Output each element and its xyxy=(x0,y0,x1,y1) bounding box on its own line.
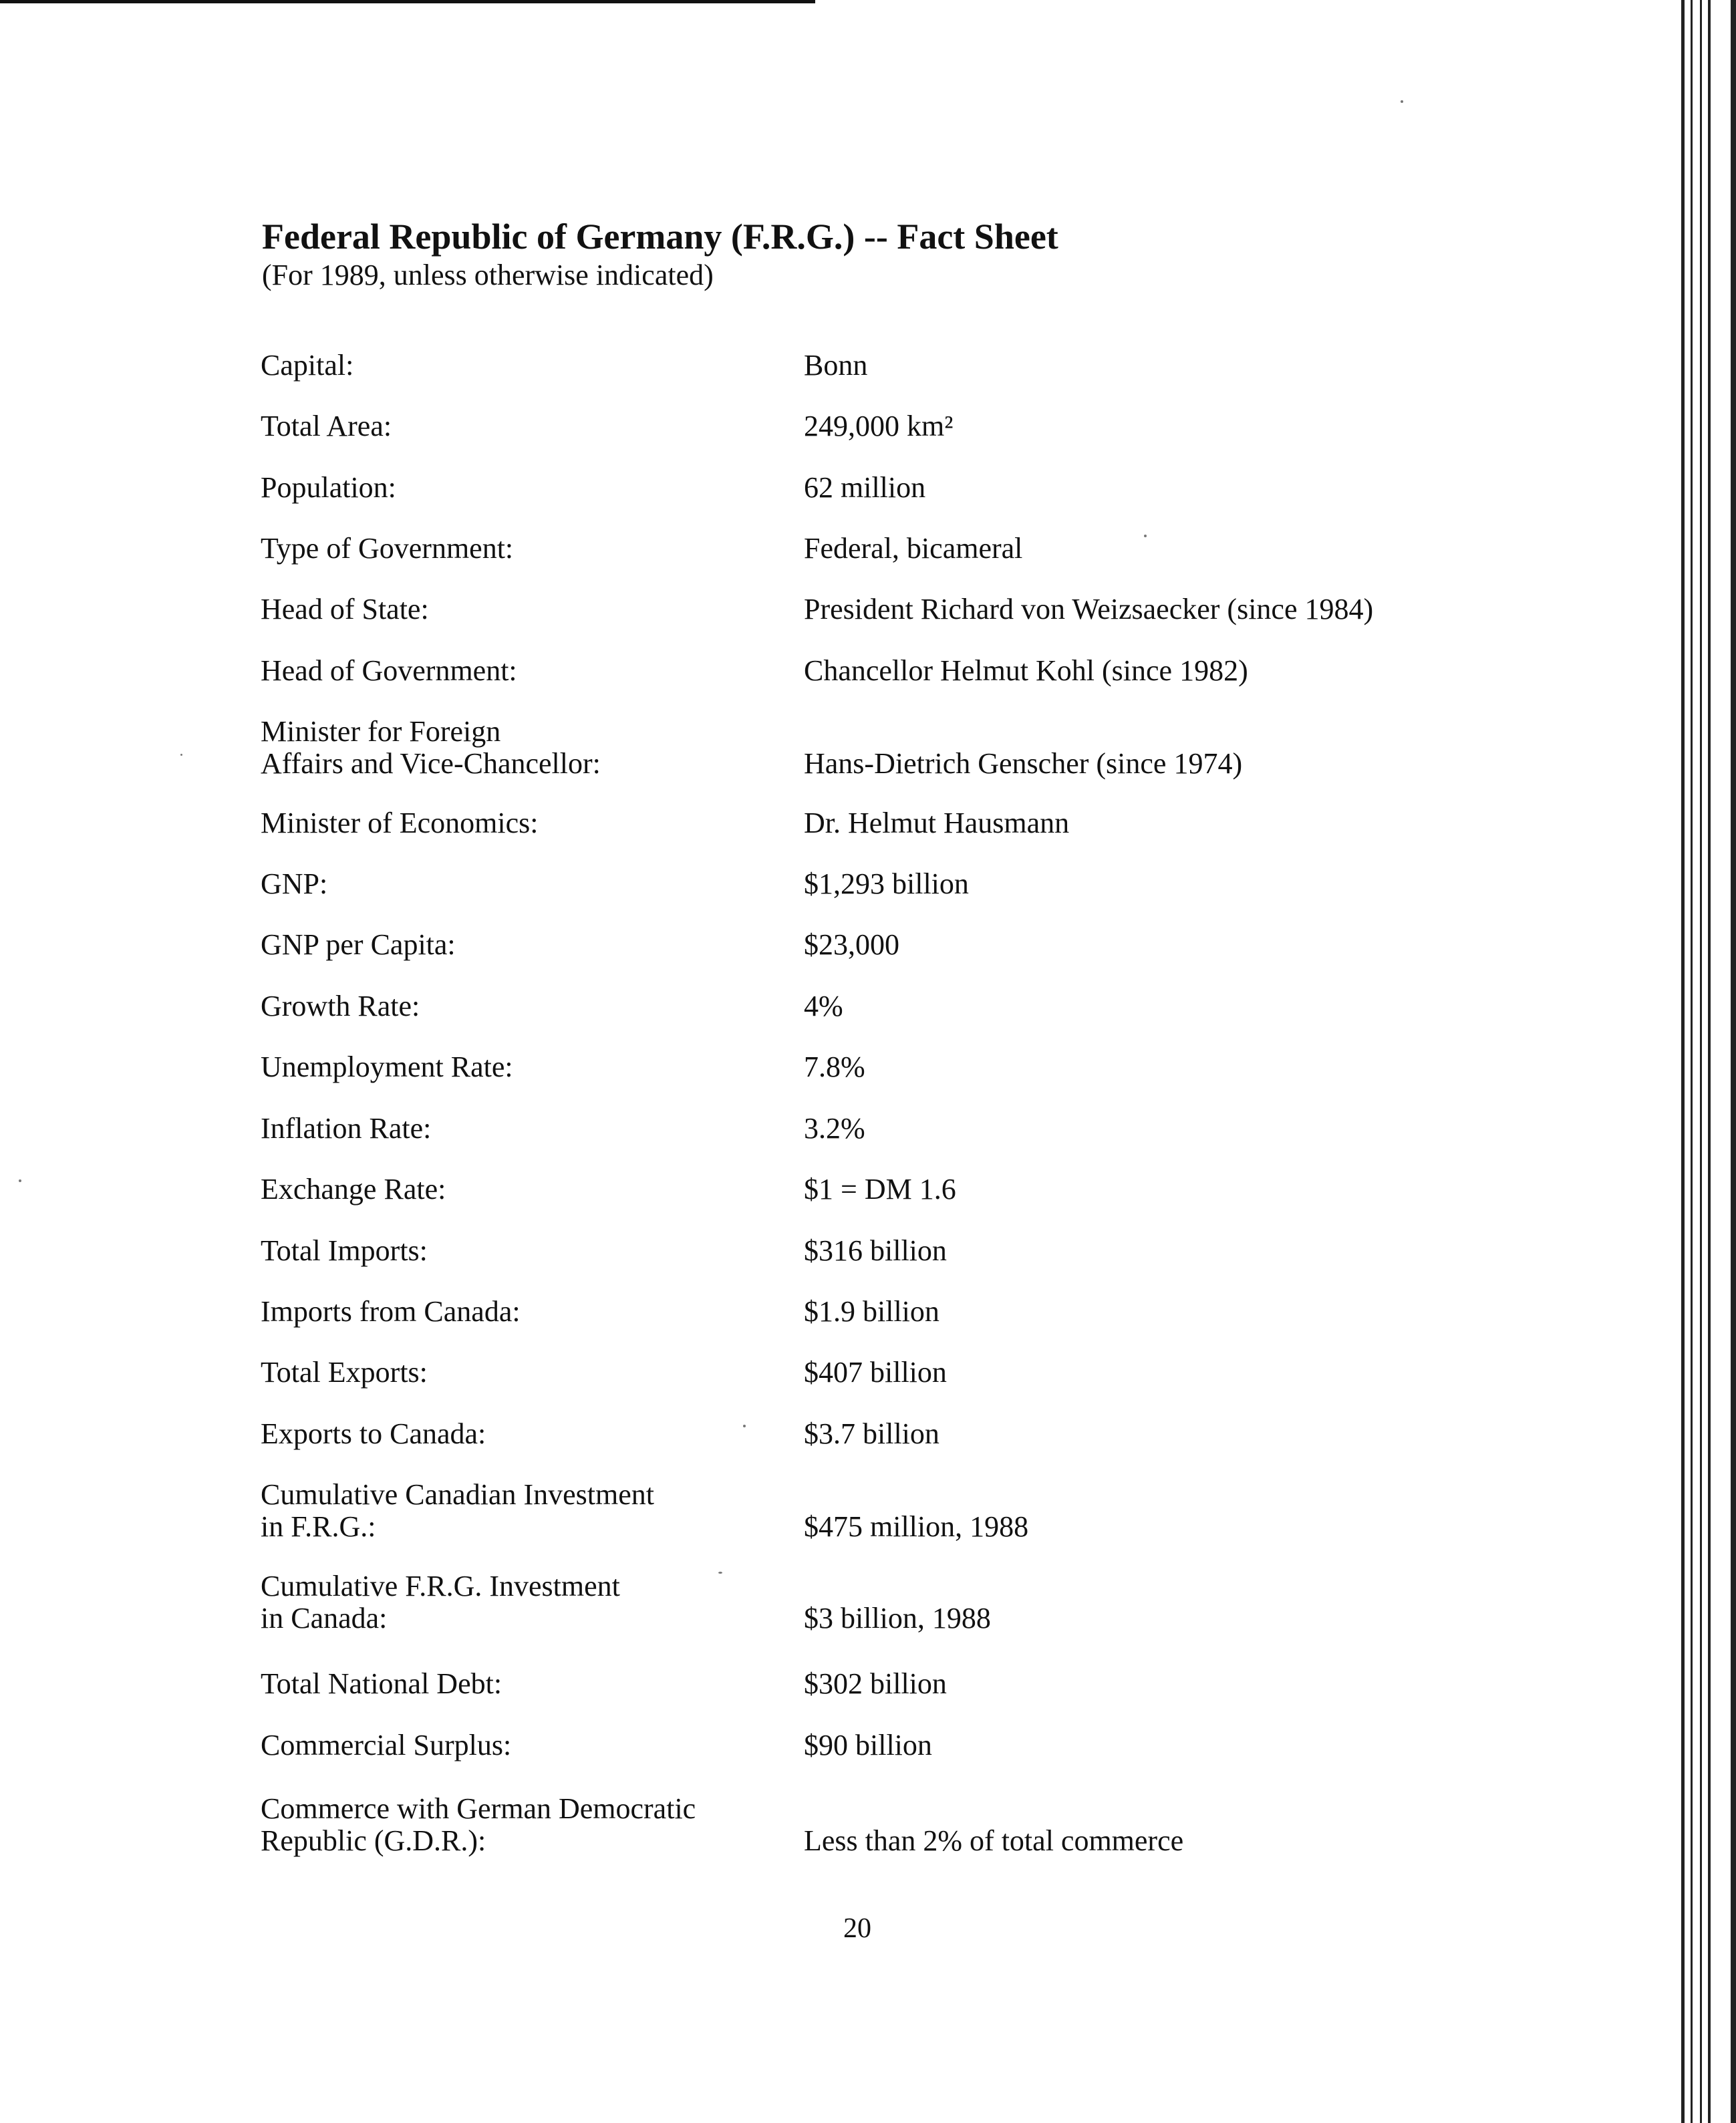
fact-value: 3.2% xyxy=(804,1112,865,1145)
scan-speck xyxy=(1401,100,1403,103)
fact-value: $3.7 billion xyxy=(804,1417,939,1450)
fact-label: Population: xyxy=(261,471,396,504)
scan-speck xyxy=(180,754,182,756)
scan-speck xyxy=(743,1425,746,1427)
document-header xyxy=(262,215,1058,292)
page-number: 20 xyxy=(843,1913,871,1944)
fact-value: 62 million xyxy=(804,471,926,504)
fact-label: GNP: xyxy=(261,867,328,900)
scan-right-edge-line xyxy=(1691,0,1693,2123)
fact-label: Total Exports: xyxy=(261,1356,428,1389)
fact-value: $407 billion xyxy=(804,1356,947,1389)
fact-value: $475 million, 1988 xyxy=(804,1510,1029,1543)
fact-label: Exchange Rate: xyxy=(261,1173,446,1206)
scan-speck xyxy=(718,1572,722,1574)
fact-value: Federal, bicameral xyxy=(804,532,1023,565)
scan-right-edge-line xyxy=(1708,0,1711,2123)
fact-value: $302 billion xyxy=(804,1667,947,1700)
fact-value: 7.8% xyxy=(804,1050,865,1083)
fact-label: Capital: xyxy=(261,349,354,382)
scan-speck xyxy=(1144,535,1147,537)
fact-label: Total Imports: xyxy=(261,1234,428,1267)
fact-label: Exports to Canada: xyxy=(261,1417,486,1450)
scan-right-edge-line xyxy=(1700,0,1702,2123)
fact-value: $1 = DM 1.6 xyxy=(804,1173,956,1206)
fact-label: GNP per Capita: xyxy=(261,928,456,961)
fact-value: Dr. Helmut Hausmann xyxy=(804,807,1070,839)
fact-label: Cumulative Canadian Investment in F.R.G.: xyxy=(261,1478,654,1543)
fact-value: $3 billion, 1988 xyxy=(804,1602,991,1635)
fact-label: Growth Rate: xyxy=(261,990,420,1022)
fact-label: Unemployment Rate: xyxy=(261,1050,513,1083)
fact-value: Chancellor Helmut Kohl (since 1982) xyxy=(804,654,1248,687)
fact-label: Inflation Rate: xyxy=(261,1112,432,1145)
scan-right-edge-line xyxy=(1681,0,1685,2123)
fact-value: $23,000 xyxy=(804,928,899,961)
fact-label: Commerce with German Democratic Republic (G.D.R.): xyxy=(261,1792,696,1857)
fact-value: 249,000 km² xyxy=(804,410,954,442)
fact-label: Minister of Economics: xyxy=(261,807,539,839)
fact-label: Imports from Canada: xyxy=(261,1295,521,1328)
fact-value: $1.9 billion xyxy=(804,1295,939,1328)
document-title: Federal Republic of Germany (F.R.G.) -- Fact Sheet xyxy=(262,217,1058,257)
fact-label: Minister for Foreign Affairs and Vice-Chancellor: xyxy=(261,715,601,780)
fact-label: Head of State: xyxy=(261,593,429,625)
fact-label: Type of Government: xyxy=(261,532,514,565)
fact-value: $1,293 billion xyxy=(804,867,969,900)
fact-label: Total National Debt: xyxy=(261,1667,502,1700)
fact-value: Bonn xyxy=(804,349,868,382)
scan-speck xyxy=(19,1179,21,1182)
fact-label: Total Area: xyxy=(261,410,392,442)
document-subtitle: (For 1989, unless otherwise indicated) xyxy=(262,258,714,291)
fact-value: Hans-Dietrich Genscher (since 1974) xyxy=(804,747,1243,780)
fact-label: Cumulative F.R.G. Investment in Canada: xyxy=(261,1570,620,1635)
scan-top-edge-line xyxy=(0,0,815,3)
scan-right-edge-line xyxy=(1731,0,1736,2123)
fact-value: $316 billion xyxy=(804,1234,947,1267)
fact-label: Head of Government: xyxy=(261,654,517,687)
fact-label: Commercial Surplus: xyxy=(261,1729,512,1761)
fact-value: Less than 2% of total commerce xyxy=(804,1824,1184,1857)
fact-value: President Richard von Weizsaecker (since 1984) xyxy=(804,593,1374,625)
fact-value: 4% xyxy=(804,990,843,1022)
fact-value: $90 billion xyxy=(804,1729,932,1761)
